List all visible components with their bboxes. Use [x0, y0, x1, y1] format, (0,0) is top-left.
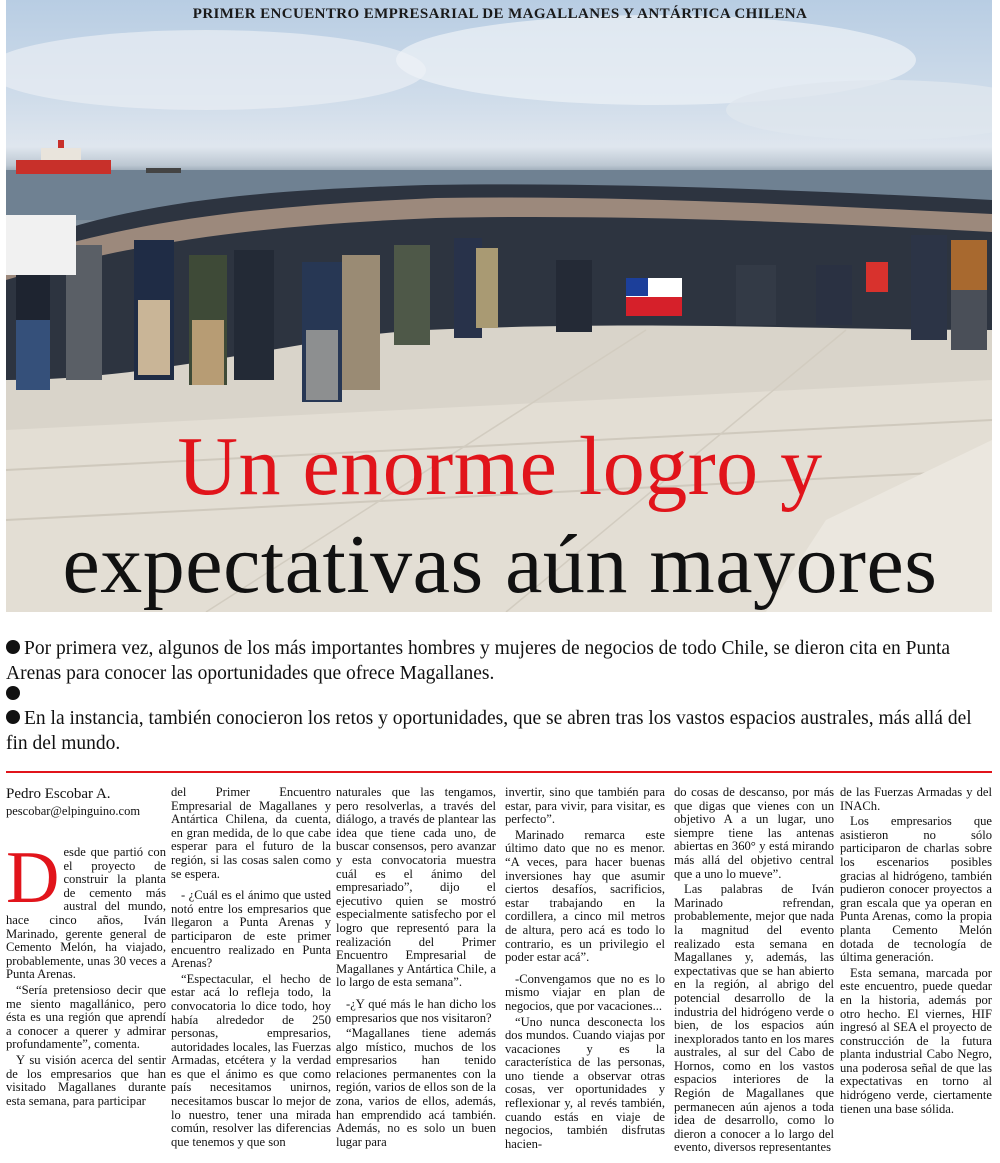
paragraph: invertir, sino que también para estar, para vivir, para visitar, es perfecto”.: [505, 786, 665, 827]
paragraph: naturales que las tengamos, pero resolverlas, a través del diálogo, a través de plantear las idea que tiene cada uno, de buscar consensos, pero avanzar y esta convocatoria muestra cuál es el ánimo del empresariado”, dijo el ejecutivo quien se mostró especialmente satisfecho por el logro que representó para la realización del Primer Encuentro Empresarial de Magallanes y Antártica Chile, a lo largo de esta semana”.: [336, 786, 496, 990]
deck-item-2: [6, 706, 994, 756]
paragraph: Los empresarios que asistieron no sólo participaron de charlas sobre los escenarios posibles gracias al hidrógeno, también pudieron conocer proyectos a gran escala que ya operan en Punta Arenas, como la propia planta Cemento Melón dotada de tecnología de última generación.: [840, 814, 992, 965]
headline-line-2: expectativas aún mayores: [62, 518, 938, 611]
paragraph: “Sería pretensioso decir que me siento magallánico, pero ésta es una región que aprendí a conocer a querer y admirar profundamente”, comenta.: [6, 982, 166, 1052]
article-column-6: [840, 786, 992, 1160]
red-divider: [6, 771, 992, 773]
interview-question: -Convengamos que no es lo mismo viajar en plan de negocios, que por vacaciones...: [505, 971, 665, 1013]
paragraph: “Espectacular, el hecho de estar acá lo refleja todo, la convocatoria lo dice todo, hoy había alrededor de 250 personas, empresarios, autoridades locales, las Fuerzas Armadas, etcétera y la verdad es que el ánimo es que como país necesitamos unirnos, necesitamos buscar lo mejor de lo nuestro, tener una mirada común, resolver las diferencias que tenemos y que son: [171, 971, 331, 1149]
article-column-2: [171, 786, 331, 1160]
article-column-3: [336, 786, 496, 1160]
paragraph: del Primer Encuentro Empresarial de Magallanes y Antártica Chilena, da cuenta, en gran medida, de lo que cabe esperar para el futuro de la región, si las cosas salen como se espera.: [171, 786, 331, 881]
bullet-icon: [6, 640, 20, 654]
bullet-icon: [6, 710, 20, 724]
paragraph: do cosas de descanso, por más que digas que vienes con un objetivo A a un lugar, uno siempre tiene las antenas abiertas en 360° y está mirando más allá del objetivo central que a uno lo mueve”.: [674, 786, 834, 881]
paragraph: Marinado remarca este último dato que no es menor. “A veces, para hacer buenas inversiones hay que asumir ciertos desafíos, sacrificios, estar trabajando en la cordillera, a cinco mil metros de altura, pero acá es todo lo contrario, es un privilegio el poder estar acá”.: [505, 827, 665, 965]
deck-item-1-text: Por primera vez, algunos de los más importantes hombres y mujeres de negocios de todo Chile, se dieron cita en Punta Arenas para conocer las oportunidades que ofrece Magallanes.: [6, 638, 951, 684]
deck-item-1: [6, 636, 994, 686]
deck-empty-bullet: [6, 682, 994, 707]
deck-item-2-text: En la instancia, también conocieron los retos y oportunidades, que se abren tras los vastos espacios australes, más allá del fin del mundo.: [6, 708, 972, 754]
article-column-5: [674, 786, 834, 1160]
paragraph: Desde que partió con el proyecto de construir la planta de cemento más austral del mundo, hace cinco años, Iván Marinado, gerente general de Cemento Melón, ha viajado, probablemente, unas 30 veces a Punta Arenas.: [6, 846, 166, 982]
byline-author: Pedro Escobar A.: [6, 786, 111, 802]
interview-question: - ¿Cuál es el ánimo que usted notó entre los empresarios que llegaron a Punta Arenas y participaron de este primer encuentro realizado en Punta Arenas?: [171, 888, 331, 971]
article-column-1: [6, 846, 166, 1160]
headline-line-1: Un enorme logro y: [177, 420, 823, 513]
byline-email[interactable]: pescobar@elpinguino.com: [6, 804, 141, 818]
interview-question: -¿Y qué más le han dicho los empresarios que nos visitaron?: [336, 996, 496, 1025]
paragraph: Las palabras de Iván Marinado refrendan, probablemente, mejor que nada la magnitud del evento realizado esta semana en Magallanes y, además, las expectativas que se han abierto en la región, al abrigo del potencial desarrollo de la industria del hidrógeno verde o bien, de los espacios aún inexplorados tanto en los mares australes, al sur del Cabo de Hornos, como en los vastos espacios interiores de la Región de Magallanes que permanecen aún ajenos a toda idea de desarrollo, como lo dieron a conocer a lo largo del evento, diversos representantes: [674, 882, 834, 1155]
section-banner: PRIMER ENCUENTRO EMPRESARIAL DE MAGALLANES Y ANTÁRTICA CHILENA: [192, 6, 808, 22]
drop-cap: D: [6, 846, 60, 919]
paragraph: Y su visión acerca del sentir de los empresarios que han visitado Magallanes durante esta semana, para participar: [6, 1052, 166, 1108]
article-column-4: [505, 786, 665, 1160]
paragraph: “Uno nunca desconecta los dos mundos. Cuando viajas por vacaciones y es la característica de las personas, uno tiende a observar otras cosas, ver oportunidades y reflexionar y, al revés también, cuando estás en viaje de negocios, también disfrutas hacien-: [505, 1014, 665, 1151]
paragraph: de las Fuerzas Armadas y del INACh.: [840, 786, 992, 813]
paragraph: Esta semana, marcada por este encuentro, puede quedar en la historia, además por otro hecho. El viernes, HIF ingresó al SEA el proyecto de construcción de la futura planta industrial Cabo Negro, una poderosa señal de que las expectativas en torno al hidrógeno verde, ciertamente tienen una base sólida.: [840, 965, 992, 1116]
bullet-icon: [6, 686, 20, 700]
paragraph: “Magallanes tiene además algo místico, muchos de los empresarios han tenido relaciones permanentes con la región, varios de ellos son de la zona, varios de ellos, además, han emprendido acá también. Además, no es solo un buen lugar para: [336, 1026, 496, 1149]
